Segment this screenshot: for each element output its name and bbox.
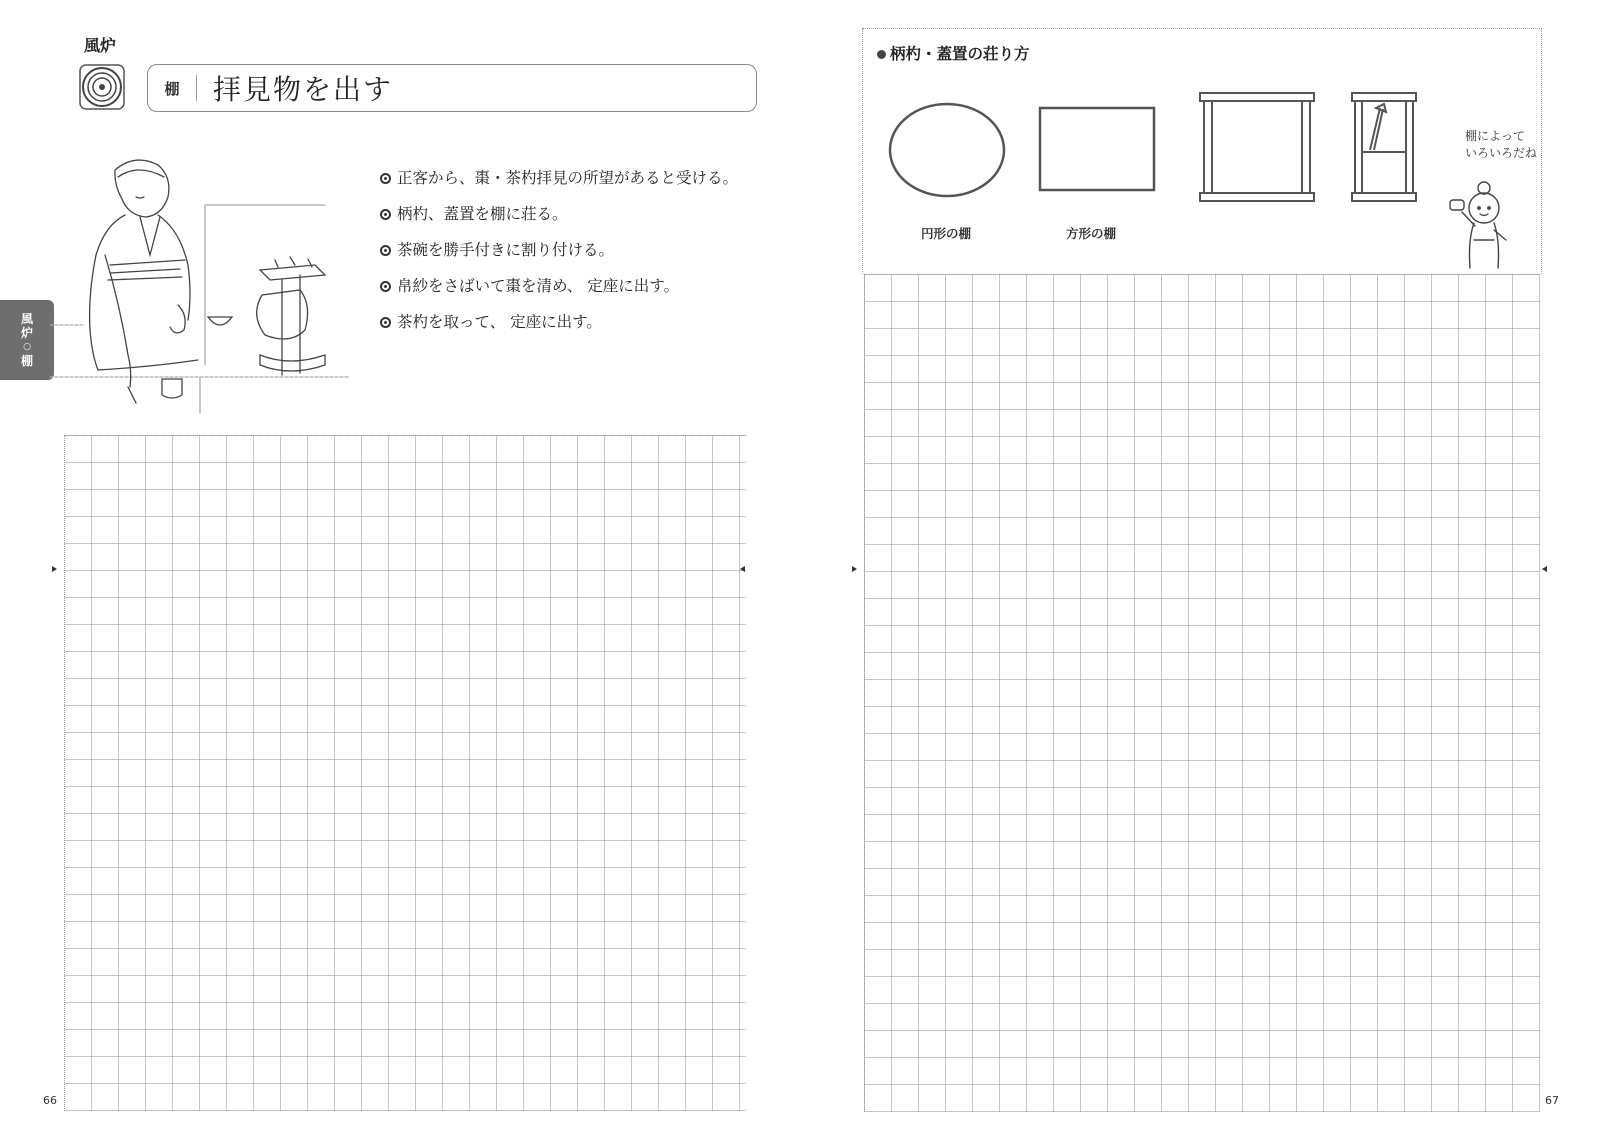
- furo-emblem-icon: [78, 63, 126, 111]
- step-text: 茶杓を取って、 定座に出す。: [397, 313, 602, 331]
- title-box: [147, 64, 757, 112]
- host-illustration: [50, 155, 360, 420]
- round-shelf-label: 円形の棚: [921, 226, 972, 241]
- crop-mark-icon: [52, 566, 57, 572]
- double-circle-bullet-icon: [380, 281, 391, 292]
- section-label: 風炉: [84, 36, 117, 55]
- section-heading-text: 柄杓・蓋置の荘り方: [890, 45, 1030, 63]
- step-text: 茶碗を勝手付きに割り付ける。: [397, 241, 615, 259]
- speech-line: いろいろだね: [1465, 146, 1538, 160]
- crop-mark-icon: [740, 566, 745, 572]
- tall-frame-shelf-icon: [1350, 90, 1418, 205]
- side-tab-text: 炉: [20, 326, 33, 340]
- step-item: [380, 196, 738, 232]
- step-item: [380, 268, 738, 304]
- round-shelf-icon: [886, 100, 1008, 200]
- side-tab-separator: ○: [23, 342, 31, 352]
- double-circle-bullet-icon: [380, 245, 391, 256]
- step-text: 帛紗をさばいて棗を清め、 定座に出す。: [397, 277, 680, 295]
- frame-shelf-icon: [1198, 90, 1316, 205]
- step-item: [380, 304, 738, 340]
- left-writing-grid[interactable]: [64, 435, 746, 1111]
- step-item: [380, 160, 738, 196]
- title-tag: 棚: [164, 79, 180, 98]
- double-circle-bullet-icon: [380, 173, 391, 184]
- double-circle-bullet-icon: [380, 317, 391, 328]
- character-speech: [1465, 128, 1537, 162]
- square-shelf-icon: [1037, 105, 1157, 193]
- side-tab: [0, 300, 54, 380]
- square-shelf-label: 方形の棚: [1066, 226, 1117, 241]
- page-number-right: 67: [1545, 1094, 1559, 1107]
- crop-mark-icon: [852, 566, 857, 572]
- speech-line: 棚によって: [1465, 129, 1526, 143]
- step-item: [380, 232, 738, 268]
- bullet-dot-icon: [877, 50, 886, 59]
- step-text: 柄杓、蓋置を棚に荘る。: [397, 205, 568, 223]
- page-number-left: 66: [43, 1094, 57, 1107]
- double-circle-bullet-icon: [380, 209, 391, 220]
- step-list: [380, 160, 738, 340]
- right-writing-grid[interactable]: [864, 274, 1540, 1112]
- side-tab-text: 風: [20, 312, 33, 326]
- page-title: 拝見物を出す: [213, 73, 394, 106]
- step-text: 正客から、棗・茶杓拝見の所望があると受ける。: [397, 169, 739, 187]
- crop-mark-icon: [1542, 566, 1547, 572]
- character-illustration: [1448, 180, 1518, 272]
- section-heading: [877, 42, 1030, 64]
- side-tab-text: 棚: [20, 354, 33, 368]
